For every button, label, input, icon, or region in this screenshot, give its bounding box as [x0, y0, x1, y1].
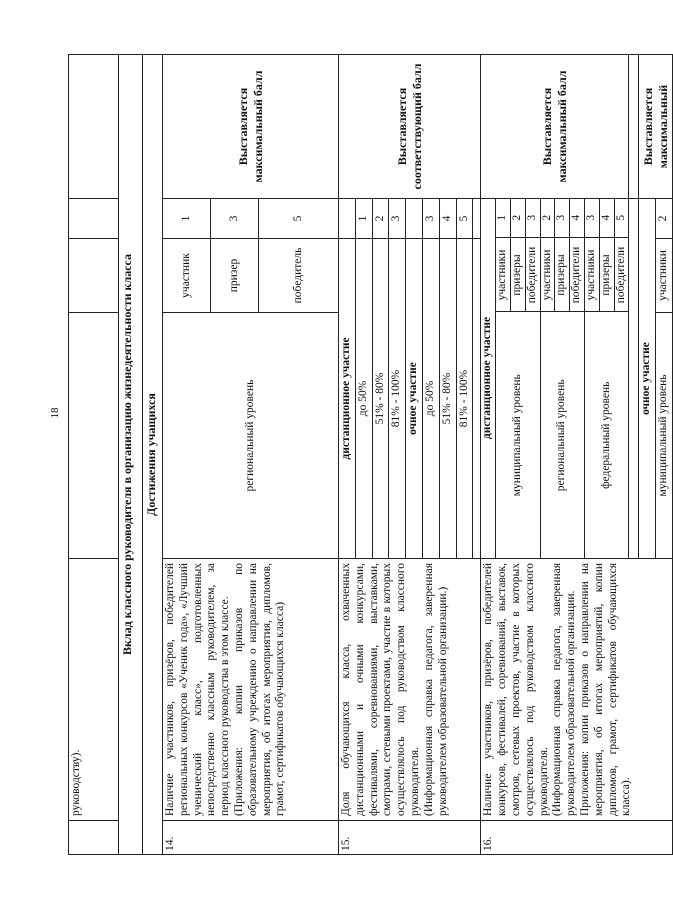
subsection-header-row — [143, 55, 163, 855]
participation-title: дистанционное участие — [339, 239, 356, 559]
award-label: победители — [570, 238, 585, 312]
score-value: 2 — [656, 199, 673, 239]
page-number: 18 — [49, 407, 61, 419]
score-value: 3 — [555, 198, 570, 238]
section-header-row — [119, 55, 143, 855]
award-label: призеры — [510, 238, 525, 312]
criterion-description: Наличие участников, призёров, победителей региональных конкурсов «Ученик года», «Лучший ученический класс», подготовленных непосредственно классным руководителем, за период классного руководства в этом классе. — [164, 563, 232, 816]
award-label: участники — [656, 239, 673, 313]
award-label: призеры — [599, 238, 614, 312]
result-note: Выставляется максимальный — [639, 55, 673, 199]
result-note: Выставляется соответствующий балл — [339, 55, 481, 199]
table-row — [163, 55, 211, 855]
award-label: участники — [540, 238, 555, 312]
level-label: муниципальный уровень — [496, 312, 540, 558]
share-label: до 50% — [355, 239, 372, 559]
table-row — [339, 55, 356, 855]
table-row — [481, 55, 629, 855]
result-note: Выставляется максимальный балл — [481, 55, 629, 199]
participation-title: дистанционное участие — [481, 198, 495, 558]
score-value: 4 — [570, 198, 585, 238]
criterion-description: Наличие участников, призёров, победителей конкурсов, фестивалей, соревнований, выставок, смотров, сетевых проектов, участие в которых осуществлялось под руководством классного руководителя. — [482, 563, 550, 816]
score-value: 2 — [510, 198, 525, 238]
level-label: региональный уровень — [540, 312, 584, 558]
score-value: 5 — [456, 199, 473, 239]
share-label: 51% - 80% — [439, 239, 456, 559]
result-note: Выставляется максимальный балл — [163, 55, 339, 199]
criterion-text — [339, 559, 481, 821]
score-value: 3 — [584, 198, 599, 238]
score-value: 1 — [163, 199, 211, 239]
score-value: 4 — [439, 199, 456, 239]
criterion-attachment: (Информационная справка педагога, заверенная руководителем образовательной организации.) — [422, 563, 449, 816]
criterion-text — [163, 559, 339, 821]
section-title: Вклад классного руководителя в организацию жизнедеятельности класса — [119, 55, 143, 855]
share-label: 81% - 100% — [389, 239, 406, 559]
award-label: победитель — [259, 239, 339, 313]
participation-title: очное участие — [406, 239, 423, 559]
award-label: участники — [496, 238, 511, 312]
award-label: призеры — [555, 238, 570, 312]
criterion-text — [481, 559, 673, 821]
score-value: 5 — [259, 199, 339, 239]
score-value: 4 — [599, 198, 614, 238]
rotated-page — [68, 55, 670, 855]
score-value: 1 — [496, 198, 511, 238]
criterion-attachment: Приложения: копии приказов о направлении на мероприятия, об итогах мероприятий, копии дипломов, грамот, сертификатов обучающихся класса). — [578, 563, 633, 816]
level-label: региональный уровень — [163, 313, 339, 559]
award-label: победители — [525, 238, 540, 312]
subsection-title: Достижения учащихся — [143, 55, 163, 855]
row-number: 14. — [163, 821, 339, 855]
criteria-table — [68, 54, 673, 855]
row-number: 15. — [339, 821, 481, 855]
participation-title: очное участие — [639, 199, 656, 559]
score-value: 3 — [525, 198, 540, 238]
level-label: федеральный уровень — [584, 312, 628, 558]
participation-block — [481, 199, 629, 559]
continuation-row — [69, 55, 119, 855]
share-label: 51% - 80% — [372, 239, 389, 559]
award-label: участник — [163, 239, 211, 313]
award-label: участники — [584, 238, 599, 312]
criterion-attachment: (Информационная справка педагога, заверенная руководителем образовательной организации. — [551, 563, 578, 816]
score-value: 2 — [540, 198, 555, 238]
share-label: до 50% — [422, 239, 439, 559]
score-value: 3 — [422, 199, 439, 239]
criterion-description: Доля обучающихся класса, охваченных дистанционными и очными конкурсами, фестивалями, соревнованиями, выставками, смотрами, сетевыми проектами, участие в которых осуществлялось под руководством классного руководителя. — [340, 563, 421, 816]
score-value: 5 — [614, 198, 628, 238]
score-value: 2 — [372, 199, 389, 239]
level-label: муниципальный уровень — [656, 313, 673, 559]
criterion-attachment: (Приложения: копии приказов по образовательному учреждению о направлении на мероприятия, об итогах мероприятия, дипломов, грамот, сертификатов обучающихся класса) — [232, 563, 287, 816]
award-label: победители — [614, 238, 628, 312]
row-number: 16. — [481, 821, 673, 855]
share-label: 81% - 100% — [456, 239, 473, 559]
score-value: 3 — [211, 199, 259, 239]
continuation-text: руководству). — [69, 559, 119, 821]
score-value: 3 — [389, 199, 406, 239]
participation-table — [481, 198, 628, 558]
score-value: 1 — [355, 199, 372, 239]
award-label: призер — [211, 239, 259, 313]
